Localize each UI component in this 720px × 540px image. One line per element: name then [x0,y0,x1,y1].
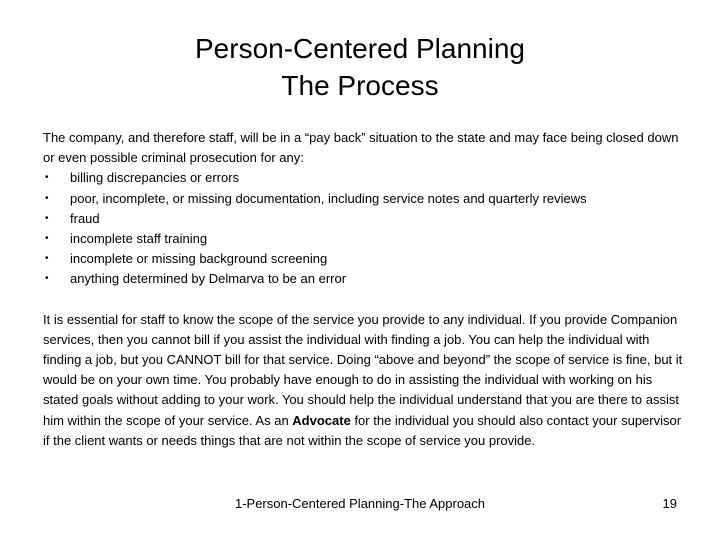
bullet-text: anything determined by Delmarva to be an error [70,271,347,287]
slide-body [43,128,683,451]
bullet-text: fraud [70,210,100,226]
bullet-item [43,269,683,289]
bullet-icon: • [45,172,49,184]
slide-footer: 1-Person-Centered Planning-The Approach [234,496,486,511]
bullet-text: incomplete or missing background screening [70,251,328,267]
bullet-item [43,189,683,209]
title-line-2: The Process [281,70,439,101]
bullet-icon: • [45,192,49,204]
bullet-item [43,229,683,249]
bullet-text: poor, incomplete, or missing documentation, including service notes and quarterly reviews [70,190,587,206]
bullet-icon: • [45,253,49,265]
intro-paragraph: The company, and therefore staff, will be in a “pay back” situation to the state and may face being closed down or even possible criminal prosecution for any: [43,130,679,166]
bullet-icon: • [45,273,49,285]
title-line-1: Person-Centered Planning [195,33,525,64]
advocate-emphasis: Advocate [292,412,351,428]
bullet-item [43,209,683,229]
page-number: 19 [662,496,677,511]
scope-paragraph [43,310,683,451]
bullet-icon: • [45,212,49,224]
bullet-list [43,168,683,289]
bullet-icon: • [45,233,49,245]
bullet-item [43,168,683,188]
scope-text-before: It is essential for staff to know the scope of the service you provide to any individual. If you provide Companion services, then you cannot bill if you assist the individual with finding a job. You can help the individual with finding a job, but you CANNOT bill for that service. Doing “above and beyond” the scope of service is fine, but it would be on your own time. You probably have enough to do in assisting the individual with working on his stated goals without adding to your work. You should help the individual understand that you are there to assist him within the scope of your service. As an [43,311,683,428]
scope-text-after: for the individual you should also contact your supervisor if the client wants or needs things that are not within the scope of service you provide. [43,412,682,448]
slide-title [0,30,720,104]
bullet-text: billing discrepancies or errors [70,170,240,186]
bullet-text: incomplete staff training [70,231,208,247]
bullet-item [43,249,683,269]
